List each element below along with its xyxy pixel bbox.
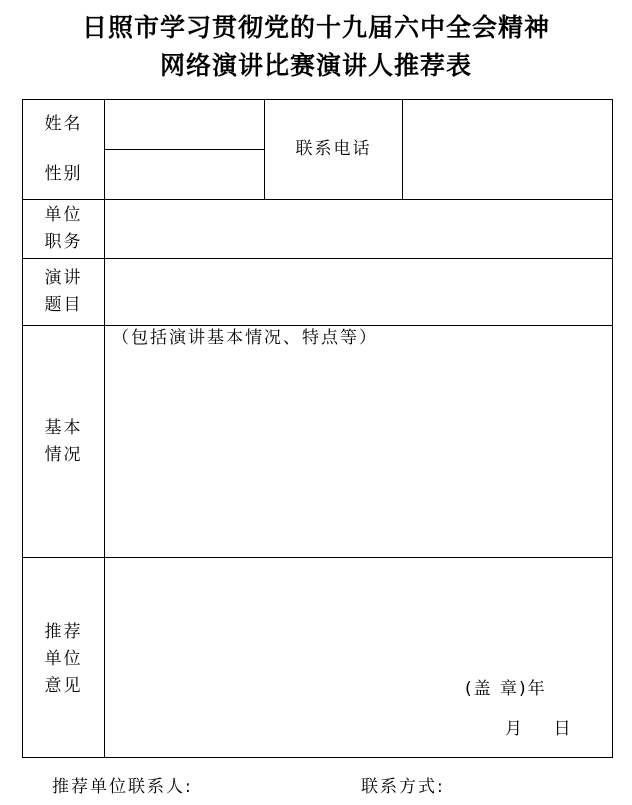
- basic-label-line-1: 基本: [44, 418, 83, 438]
- table-border-right: [612, 99, 613, 758]
- recommend-label-line-3: 意见: [44, 676, 83, 696]
- recommend-label-line-2: 单位: [44, 649, 83, 669]
- unit-position-field[interactable]: [105, 200, 612, 258]
- recommend-label-line-1: 推荐: [44, 622, 83, 642]
- basic-info-field[interactable]: [105, 352, 612, 557]
- topic-label-line-1: 演讲: [44, 268, 83, 288]
- seal-year-text: (盖 章)年: [465, 679, 547, 699]
- basic-label-line-2: 情况: [44, 445, 83, 465]
- phone-label: 联系电话: [295, 139, 372, 159]
- basic-info-hint: （包括演讲基本情况、特点等）: [112, 328, 378, 348]
- contact-method-label: 联系方式:: [361, 777, 445, 797]
- phone-field[interactable]: [403, 100, 612, 199]
- contact-person-label: 推荐单位联系人:: [52, 777, 193, 797]
- month-day-text: 月 日: [505, 719, 573, 739]
- topic-label-line-2: 题目: [44, 295, 83, 315]
- name-label: 姓名: [44, 114, 83, 134]
- speech-topic-field[interactable]: [105, 259, 612, 325]
- recommendation-opinion-field[interactable]: [105, 558, 455, 757]
- form-title-line-2: 网络演讲比赛演讲人推荐表: [159, 51, 472, 80]
- gender-label: 性别: [44, 164, 83, 184]
- form-title-line-1: 日照市学习贯彻党的十九届六中全会精神: [81, 13, 550, 42]
- unit-label-line-2: 职务: [44, 232, 83, 252]
- gender-field[interactable]: [105, 150, 264, 199]
- unit-label-line-1: 单位: [44, 205, 83, 225]
- table-border-bottom: [22, 757, 613, 758]
- name-field[interactable]: [105, 100, 264, 149]
